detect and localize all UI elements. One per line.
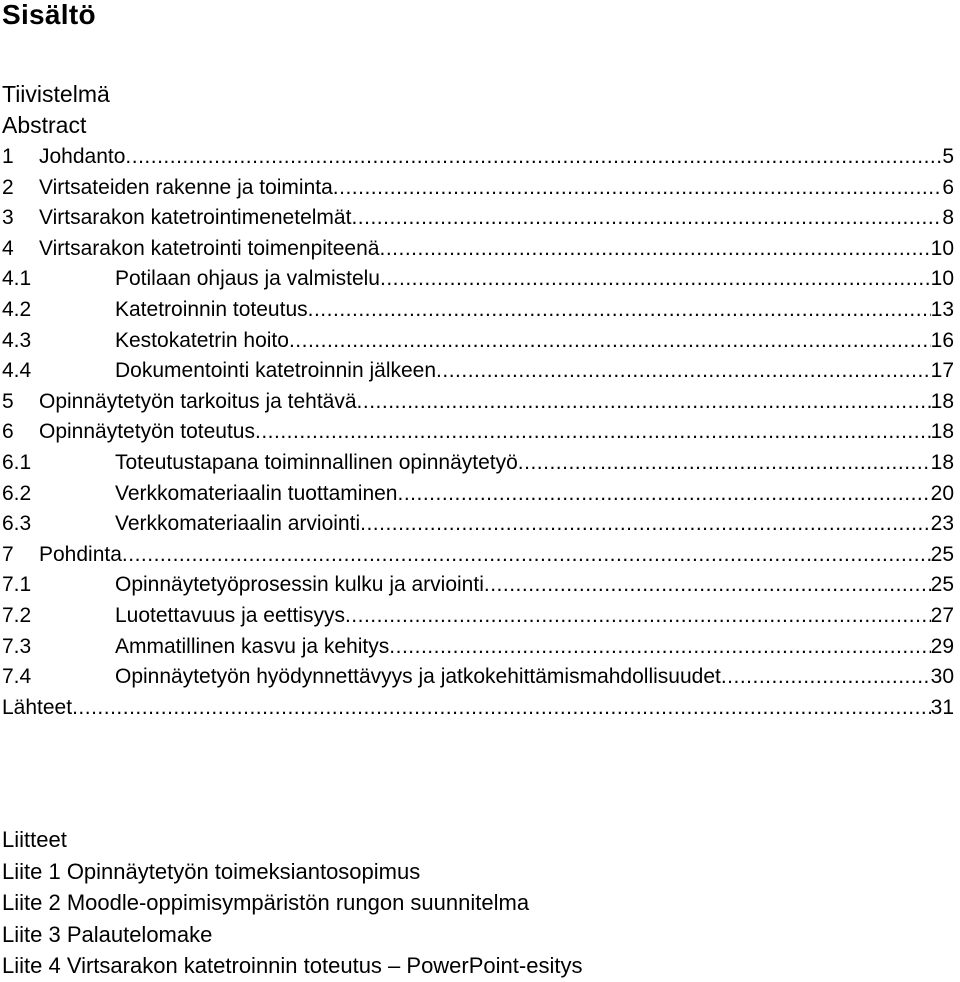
toc-entry-title: Opinnäytetyöprosessin kulku ja arviointi bbox=[115, 573, 484, 597]
dot-leader bbox=[125, 142, 942, 173]
toc-entry-page-number: 29 bbox=[930, 634, 954, 658]
dot-leader bbox=[436, 356, 931, 387]
appendix-item: Liite 2 Moodle-oppimisympäristön rungon suunnitelma bbox=[2, 890, 530, 915]
toc-entry-title: Luotettavuus ja eettisyys bbox=[115, 603, 345, 627]
toc-entry-page-number: 18 bbox=[930, 450, 954, 474]
toc-entry-page-number: 10 bbox=[930, 236, 954, 260]
toc-entry-page-number: 23 bbox=[930, 512, 954, 536]
toc-entry bbox=[2, 632, 954, 663]
toc-entry-number: 7.4 bbox=[2, 665, 32, 689]
toc-entry-title: Virtsarakon katetrointi toimenpiteenä bbox=[39, 236, 380, 260]
toc-entry-title: Dokumentointi katetroinnin jälkeen bbox=[115, 359, 437, 383]
toc-entry bbox=[2, 203, 954, 234]
toc-entry-page-number: 5 bbox=[942, 145, 954, 168]
toc-entry bbox=[2, 662, 954, 693]
toc-entry-number: 4.4 bbox=[2, 359, 32, 383]
toc-entry-page-number: 18 bbox=[930, 389, 954, 413]
toc-entry-number: 4 bbox=[2, 236, 14, 260]
toc-entry-page-number: 16 bbox=[930, 328, 954, 352]
dot-leader bbox=[289, 326, 931, 357]
toc-entry bbox=[2, 570, 954, 601]
toc-entry-number: 4.1 bbox=[2, 267, 32, 291]
toc-entry-page-number: 10 bbox=[930, 267, 954, 291]
toc-entry-title: Potilaan ohjaus ja valmistelu bbox=[115, 267, 380, 291]
toc-entry bbox=[2, 264, 954, 295]
toc-entry-title: Virtsarakon katetrointimenetelmät bbox=[39, 206, 352, 230]
toc-entry bbox=[2, 540, 954, 571]
toc-entry-title: Lähteet bbox=[2, 695, 73, 719]
toc-entry bbox=[2, 326, 954, 357]
front-matter-tiivistelma: Tiivistelmä bbox=[2, 81, 110, 107]
toc-entry-page-number: 13 bbox=[930, 297, 954, 321]
toc-entry-title: Pohdinta bbox=[39, 542, 122, 566]
toc-entry bbox=[2, 234, 954, 265]
toc-entry-page-number: 25 bbox=[930, 573, 954, 597]
toc-entry-title: Verkkomateriaalin tuottaminen bbox=[115, 481, 398, 505]
toc-entry-title: Opinnäytetyön hyödynnettävyys ja jatkokehittämismahdollisuudet bbox=[115, 665, 721, 689]
dot-leader bbox=[398, 479, 931, 510]
dot-leader bbox=[360, 509, 931, 540]
toc-entry bbox=[2, 509, 954, 540]
appendix-item: Liite 4 Virtsarakon katetroinnin toteutus – PowerPoint-esitys bbox=[2, 953, 583, 978]
dot-leader bbox=[333, 173, 943, 204]
toc-entry bbox=[2, 387, 954, 418]
toc-entry-page-number: 18 bbox=[930, 420, 954, 444]
toc-entry-title: Virtsateiden rakenne ja toiminta bbox=[39, 175, 333, 199]
toc-entry-page-number: 27 bbox=[930, 603, 954, 627]
toc-entry-title: Ammatillinen kasvu ja kehitys bbox=[115, 634, 390, 658]
toc-entry-title: Opinnäytetyön toteutus bbox=[39, 420, 255, 444]
toc-entry-number: 7.1 bbox=[2, 573, 32, 597]
dot-leader bbox=[379, 234, 930, 265]
toc-entry bbox=[2, 173, 954, 204]
toc-entry bbox=[2, 601, 954, 632]
toc-entry-number: 1 bbox=[2, 145, 14, 168]
toc-entry-page-number: 25 bbox=[930, 542, 954, 566]
appendix-item: Liite 1 Opinnäytetyön toimeksiantosopimus bbox=[2, 858, 421, 884]
dot-leader bbox=[721, 662, 931, 693]
toc-entry-title: Opinnäytetyön tarkoitus ja tehtävä bbox=[39, 389, 357, 413]
page-title: Sisältö bbox=[2, 0, 96, 30]
toc-entry bbox=[2, 693, 954, 724]
toc-entry-page-number: 6 bbox=[942, 175, 954, 199]
toc-entry-title: Katetroinnin toteutus bbox=[115, 297, 308, 321]
toc-entry bbox=[2, 417, 954, 448]
toc-entry-number: 4.2 bbox=[2, 297, 32, 321]
toc-entry bbox=[2, 142, 954, 173]
dot-leader bbox=[518, 448, 931, 479]
dot-leader bbox=[308, 295, 931, 326]
toc-entry-number: 3 bbox=[2, 206, 14, 230]
toc-entry-number: 5 bbox=[2, 389, 14, 413]
toc-entry-number: 7.3 bbox=[2, 634, 32, 658]
toc-entry-number: 4.3 bbox=[2, 328, 32, 352]
toc-entry-page-number: 31 bbox=[930, 695, 954, 719]
front-matter-abstract: Abstract bbox=[2, 112, 87, 138]
toc-entry-number: 6 bbox=[2, 420, 14, 444]
toc-entry-title: Johdanto bbox=[39, 145, 126, 168]
toc-entry-number: 6.3 bbox=[2, 512, 32, 536]
appendix-item: Liite 3 Palautelomake bbox=[2, 921, 213, 947]
dot-leader bbox=[122, 540, 931, 571]
toc-entry-title: Kestokatetrin hoito bbox=[115, 328, 289, 352]
toc-entry-number: 6.1 bbox=[2, 450, 32, 474]
toc-entry-page-number: 17 bbox=[930, 359, 954, 383]
toc-entry-title: Verkkomateriaalin arviointi bbox=[115, 512, 361, 536]
toc-entry-title: Toteutustapana toiminnallinen opinnäytetyö bbox=[115, 450, 518, 474]
dot-leader bbox=[72, 693, 931, 724]
toc-entry-page-number: 8 bbox=[942, 206, 954, 230]
appendices-title: Liitteet bbox=[2, 827, 67, 852]
toc-entry-page-number: 20 bbox=[930, 481, 954, 505]
dot-leader bbox=[380, 264, 931, 295]
toc-entry-number: 7.2 bbox=[2, 603, 32, 627]
toc-entry-number: 7 bbox=[2, 542, 14, 566]
dot-leader bbox=[345, 601, 931, 632]
toc-entry-number: 6.2 bbox=[2, 481, 32, 505]
dot-leader bbox=[389, 632, 930, 663]
toc-entry-page-number: 30 bbox=[930, 665, 954, 689]
dot-leader bbox=[351, 203, 942, 234]
toc-entry bbox=[2, 295, 954, 326]
appendix-list bbox=[2, 824, 582, 982]
toc-entry bbox=[2, 448, 954, 479]
dot-leader bbox=[357, 387, 931, 418]
toc-entry bbox=[2, 356, 954, 387]
table-of-contents bbox=[2, 142, 954, 723]
dot-leader bbox=[255, 417, 931, 448]
dot-leader bbox=[484, 570, 931, 601]
toc-entry-number: 2 bbox=[2, 175, 14, 199]
toc-entry bbox=[2, 479, 954, 510]
